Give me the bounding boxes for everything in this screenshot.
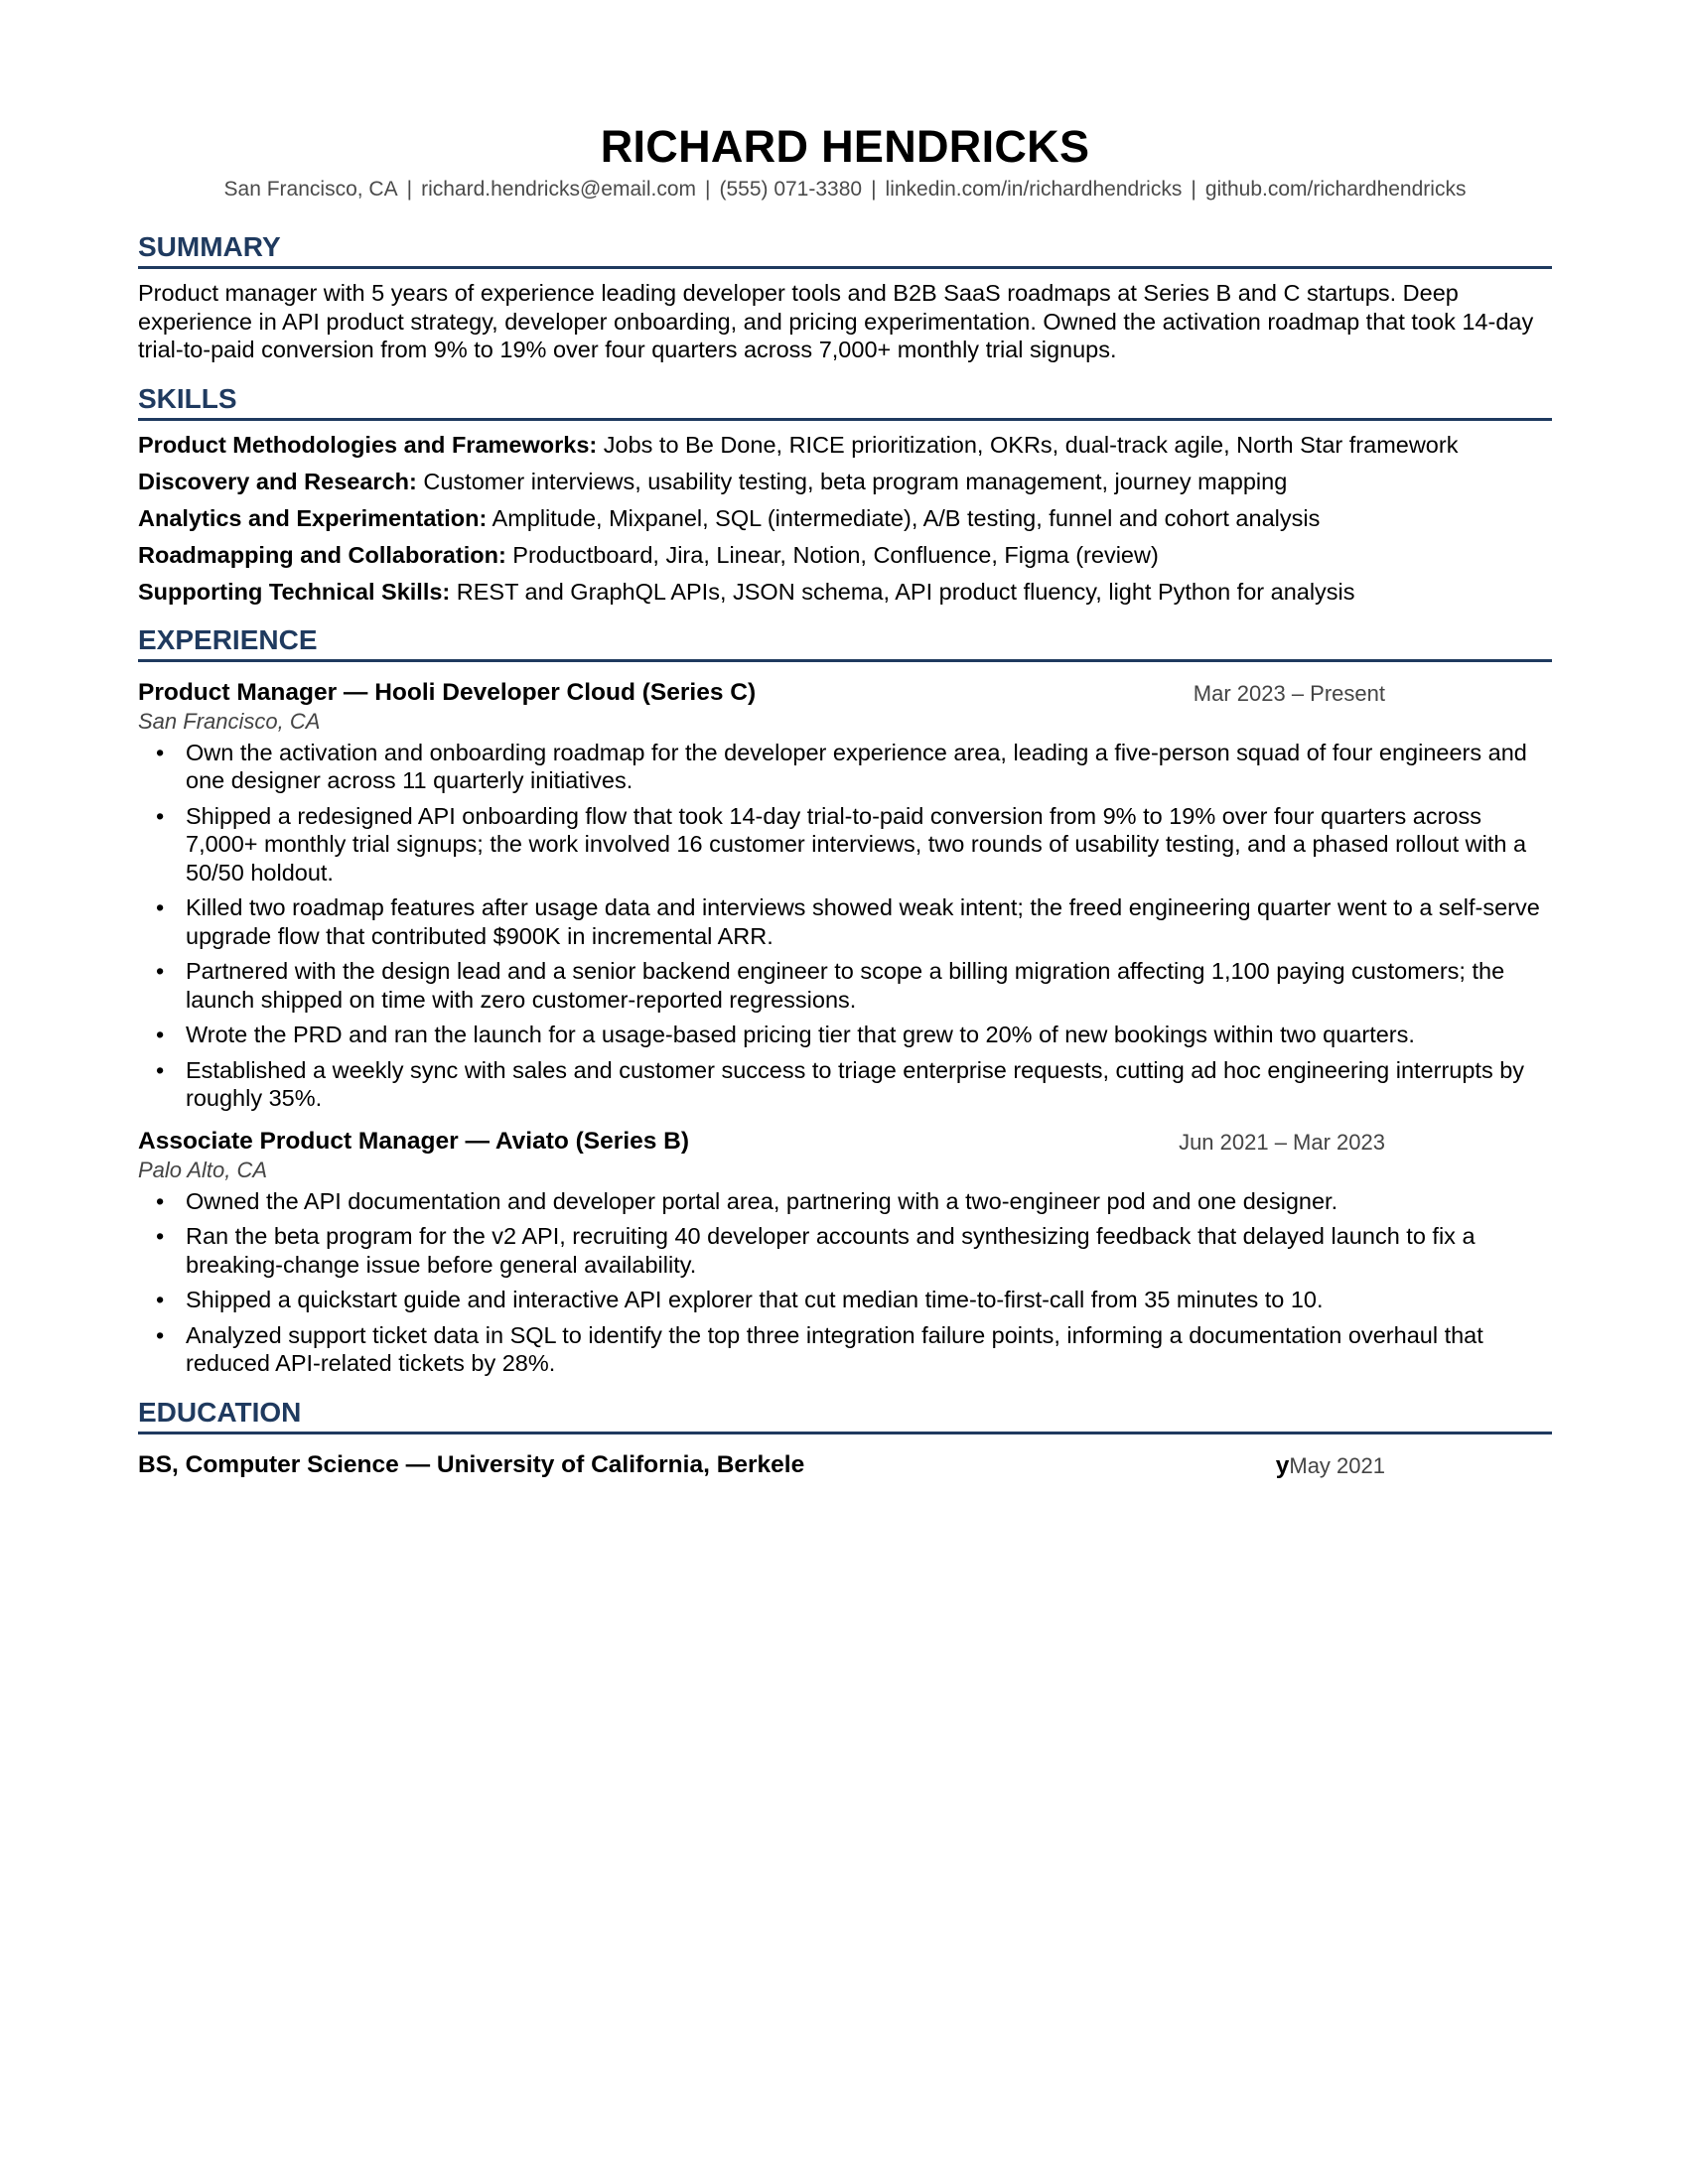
- contact-separator: |: [705, 178, 711, 201]
- summary-heading: SUMMARY: [138, 230, 1552, 269]
- contact-line: [138, 177, 1552, 203]
- skill-label: Supporting Technical Skills:: [138, 578, 451, 605]
- contact-separator: |: [406, 178, 413, 201]
- job-header: [138, 1127, 1552, 1157]
- bullet-item: [138, 739, 1552, 795]
- job-dates: Mar 2023 – Present: [1193, 680, 1385, 706]
- skill-label: Analytics and Experimentation:: [138, 504, 488, 531]
- bullet-item: [138, 1286, 1552, 1314]
- skill-line: [138, 468, 1552, 495]
- bullet-icon: •: [156, 1187, 165, 1214]
- contact-linkedin[interactable]: linkedin.com/in/richardhendricks: [885, 178, 1183, 201]
- bullet-text: Partnered with the design lead and a senior backend engineer to scope a billing migration affecting 1,100 paying customers; the launch shipped on time with zero customer-reported regressions.: [186, 958, 1505, 1013]
- bullet-item: [138, 1321, 1552, 1378]
- bullet-item: [138, 893, 1552, 950]
- contact-phone: (555) 071-3380: [719, 178, 863, 201]
- skill-label: Discovery and Research:: [138, 468, 417, 494]
- bullet-item: [138, 802, 1552, 887]
- bullet-icon: •: [156, 1321, 165, 1348]
- education-date: May 2021: [1289, 1452, 1385, 1478]
- skill-value: REST and GraphQL APIs, JSON schema, API product fluency, light Python for analysis: [450, 578, 1355, 605]
- skill-line: [138, 578, 1552, 606]
- resume-page: [138, 121, 1552, 1480]
- skills-heading: SKILLS: [138, 382, 1552, 421]
- contact-email[interactable]: richard.hendricks@email.com: [421, 178, 696, 201]
- skill-value: Customer interviews, usability testing, beta program management, journey mapping: [416, 468, 1288, 494]
- bullet-text: Shipped a quickstart guide and interactive API explorer that cut median time-to-first-call from 35 minutes to 10.: [186, 1287, 1324, 1312]
- bullet-text: Established a weekly sync with sales and customer success to triage enterprise requests, cutting ad hoc engineering interrupts by roughly 35%.: [186, 1056, 1525, 1111]
- bullet-icon: •: [156, 1287, 165, 1312]
- contact-separator: |: [871, 178, 877, 201]
- education-degree: BS, Computer Science — University of California, Berkele: [138, 1450, 805, 1478]
- job-bullets: [138, 1187, 1552, 1378]
- bullet-icon: •: [156, 894, 165, 920]
- job-location: Palo Alto, CA: [138, 1157, 268, 1182]
- job-title: Product Manager — Hooli Developer Cloud (Series C): [138, 678, 757, 706]
- summary-text: Product manager with 5 years of experience leading developer tools and B2B SaaS roadmaps at Series B and C startups. Deep experience in API product strategy, developer onboarding, and pricing experimentation. Owned the activation roadmap that took 14-day trial-to-paid conversion from 9% to 19% over four quarters across 7,000+ monthly trial signups.: [138, 280, 1534, 362]
- education-date-group: [1276, 1451, 1385, 1481]
- bullet-icon: •: [156, 958, 165, 984]
- education-entry: [138, 1450, 1552, 1480]
- bullet-text: Ran the beta program for the v2 API, recruiting 40 developer accounts and synthesizing feedback that delayed launch to fix a breaking-change issue before general availability.: [186, 1223, 1476, 1278]
- bullet-item: [138, 1187, 1552, 1216]
- skill-line: [138, 541, 1552, 569]
- bullet-item: [138, 1056, 1552, 1113]
- job-entry: [138, 678, 1552, 1113]
- bullet-item: [138, 957, 1552, 1014]
- skill-label: Roadmapping and Collaboration:: [138, 541, 506, 568]
- bullet-item: [138, 1021, 1552, 1049]
- bullet-text: Wrote the PRD and ran the launch for a usage-based pricing tier that grew to 20% of new bookings within two quarters.: [186, 1022, 1415, 1047]
- candidate-name: RICHARD HENDRICKS: [600, 121, 1090, 172]
- job-header: [138, 678, 1552, 708]
- experience-heading: EXPERIENCE: [138, 623, 1552, 662]
- job-dates: Jun 2021 – Mar 2023: [1179, 1129, 1385, 1155]
- job-bullets: [138, 739, 1552, 1113]
- bullet-icon: •: [156, 1223, 165, 1249]
- skill-label: Product Methodologies and Frameworks:: [138, 431, 598, 458]
- education-date-prefix: y: [1275, 1451, 1290, 1479]
- skills-list: [138, 431, 1552, 606]
- contact-location: San Francisco, CA: [223, 178, 398, 201]
- bullet-text: Analyzed support ticket data in SQL to identify the top three integration failure points, informing a documentation overhaul that reduced API-related tickets by 28%.: [186, 1321, 1483, 1376]
- skill-value: Jobs to Be Done, RICE prioritization, OKRs, dual-track agile, North Star framework: [597, 431, 1459, 458]
- education-heading: EDUCATION: [138, 1396, 1552, 1434]
- skill-value: Productboard, Jira, Linear, Notion, Confluence, Figma (review): [505, 541, 1159, 568]
- job-title: Associate Product Manager — Aviato (Series B): [138, 1127, 690, 1155]
- contact-github[interactable]: github.com/richardhendricks: [1204, 178, 1467, 201]
- skill-line: [138, 431, 1552, 459]
- job-entry: [138, 1127, 1552, 1378]
- bullet-icon: •: [156, 1022, 165, 1047]
- bullet-icon: •: [156, 739, 165, 765]
- bullet-text: Owned the API documentation and developer portal area, partnering with a two-engineer pod and one designer.: [186, 1187, 1338, 1214]
- skill-line: [138, 504, 1552, 532]
- bullet-text: Shipped a redesigned API onboarding flow that took 14-day trial-to-paid conversion from 9% to 19% over four quarters across 7,000+ monthly trial signups; the work involved 16 customer interviews, two rounds of usability testing, and a phased rollout with a 50/50 holdout.: [186, 802, 1527, 886]
- skill-value: Amplitude, Mixpanel, SQL (intermediate), A/B testing, funnel and cohort analysis: [487, 504, 1321, 531]
- job-location: San Francisco, CA: [138, 708, 321, 734]
- bullet-icon: •: [156, 802, 165, 829]
- bullet-text: Killed two roadmap features after usage data and interviews showed weak intent; the freed engineering quarter went to a self-serve upgrade flow that contributed $900K in incremental ARR.: [186, 894, 1540, 949]
- contact-separator: |: [1191, 178, 1196, 201]
- bullet-item: [138, 1222, 1552, 1279]
- bullet-text: Own the activation and onboarding roadmap for the developer experience area, leading a five-person squad of four engineers and one designer across 11 quarterly initiatives.: [186, 739, 1527, 793]
- bullet-icon: •: [156, 1056, 165, 1083]
